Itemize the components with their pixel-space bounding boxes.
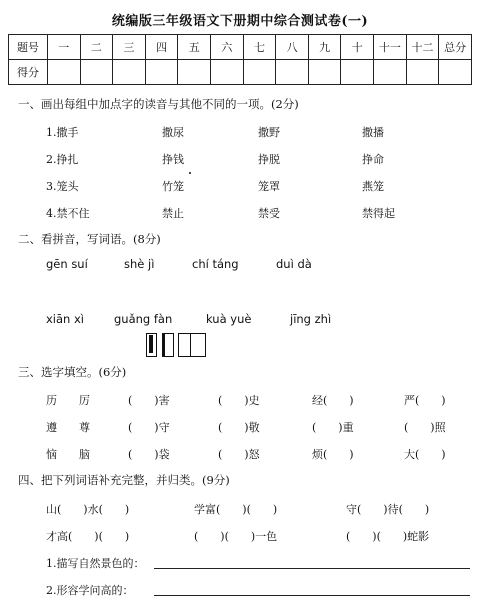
pinyin-7: kuà yuè [206,312,252,326]
s1-r2-c4: 挣命 [362,153,384,166]
emphasis-dot [189,172,191,174]
score-cell: 八 [276,35,309,60]
writing-box [178,333,206,357]
s4-q2-label: 2.形容学问高的： [46,584,134,597]
ink-mark [149,335,153,353]
score-cell: 四 [145,35,178,60]
score-input-cell[interactable] [308,60,341,85]
score-input-cell[interactable] [341,60,374,85]
s3-r3-b4[interactable]: 大( ) [404,448,446,461]
s1-r1-c2: 撒尿 [162,126,184,139]
score-input-cell[interactable] [211,60,244,85]
s3-r3-b2[interactable]: ( )怒 [218,448,260,461]
score-table-header-row [9,35,472,60]
score-input-cell[interactable] [48,60,81,85]
s4-q1-answer-line[interactable] [154,568,470,569]
s1-r1-c4: 撒播 [362,126,384,139]
score-cell: 一 [48,35,81,60]
score-cell: 三 [113,35,146,60]
s4-r2-c3[interactable]: ( )( )蛇影 [346,530,430,543]
s1-r2-c2: 挣钱 [162,153,184,166]
s1-r4-c3: 禁受 [258,207,280,220]
s4-q2-answer-line[interactable] [154,595,470,596]
s4-q1-label: 1.描写自然景色的： [46,557,145,570]
score-cell: 二 [80,35,113,60]
s3-r2-b2[interactable]: ( )敬 [218,421,260,434]
s3-r2-b1[interactable]: ( )守 [128,421,170,434]
s3-r2-b4[interactable]: ( )照 [404,421,446,434]
s1-r3-c4: 燕笼 [362,180,384,193]
score-cell: 十一 [374,35,407,60]
grid-divider [190,333,191,357]
writing-box [162,333,174,357]
pinyin-4: duì dà [276,257,312,271]
s4-r2-c1[interactable]: 才高( )( ) [46,530,130,543]
score-input-cell[interactable] [439,60,472,85]
score-cell: 六 [211,35,244,60]
s1-r2-c3: 挣脱 [258,153,280,166]
section2-heading: 二、看拼音，写词语。(8分) [18,232,161,246]
s1-r4-c2: 禁止 [162,207,184,220]
s1-r3-c2: 竹笼 [162,180,184,193]
pinyin-8: jīng zhì [290,312,332,326]
score-input-cell[interactable] [406,60,439,85]
s1-r2-c1: 2.挣扎 [46,153,79,166]
score-input-cell[interactable] [113,60,146,85]
s1-r3-c3: 笼罩 [258,180,280,193]
s3-r2-b3[interactable]: ( )重 [312,421,354,434]
s3-r1-b4[interactable]: 严( ) [404,394,446,407]
s3-r1-b3[interactable]: 经( ) [312,394,354,407]
s4-r2-c2[interactable]: ( )( )一色 [194,530,278,543]
section1-heading: 一、画出每组中加点字的读音与其他不同的一项。(2分) [18,97,299,111]
s1-r3-c1: 3.笼头 [46,180,79,193]
section3-heading: 三、选字填空。(6分) [18,365,127,379]
pinyin-1: gēn suí [46,257,88,271]
s1-r1-c1: 1.撒手 [46,126,79,139]
s3-r1-b2[interactable]: ( )史 [218,394,260,407]
s3-r3-b1[interactable]: ( )袋 [128,448,170,461]
s4-r1-c1[interactable]: 山( )水( ) [46,503,130,516]
s3-r2-chars: 遵 尊 [46,421,90,434]
score-table-score-row [9,60,472,85]
pinyin-3: chí táng [192,257,239,271]
s3-r1-b1[interactable]: ( )害 [128,394,170,407]
s3-r3-b3[interactable]: 烦( ) [312,448,354,461]
score-cell: 十 [341,35,374,60]
s4-r1-c2[interactable]: 学富( )( ) [194,503,278,516]
score-input-cell[interactable] [276,60,309,85]
s4-r1-c3[interactable]: 守( )待( ) [346,503,430,516]
score-row-label: 得分 [9,60,48,85]
score-cell: 九 [308,35,341,60]
score-input-cell[interactable] [178,60,211,85]
pinyin-5: xiān xì [46,312,84,326]
score-input-cell[interactable] [374,60,407,85]
score-input-cell[interactable] [145,60,178,85]
pinyin-6: guǎng fàn [114,312,173,326]
score-cell: 题号 [9,35,48,60]
score-input-cell[interactable] [243,60,276,85]
s3-r3-chars: 恼 脑 [46,448,90,461]
score-cell: 总分 [439,35,472,60]
score-cell: 七 [243,35,276,60]
s1-r4-c4: 禁得起 [362,207,395,220]
section4-heading: 四、把下列词语补充完整，并归类。(9分) [18,473,230,487]
s3-r1-chars: 历 厉 [46,394,90,407]
score-cell: 五 [178,35,211,60]
s1-r1-c3: 撒野 [258,126,280,139]
score-input-cell[interactable] [80,60,113,85]
page-title: 统编版三年级语文下册期中综合测试卷(一) [111,14,369,29]
writing-grid[interactable] [146,333,210,359]
s1-r4-c1: 4.禁不住 [46,207,90,220]
score-table [8,34,472,85]
score-cell: 十二 [406,35,439,60]
pinyin-2: shè jì [124,257,155,271]
